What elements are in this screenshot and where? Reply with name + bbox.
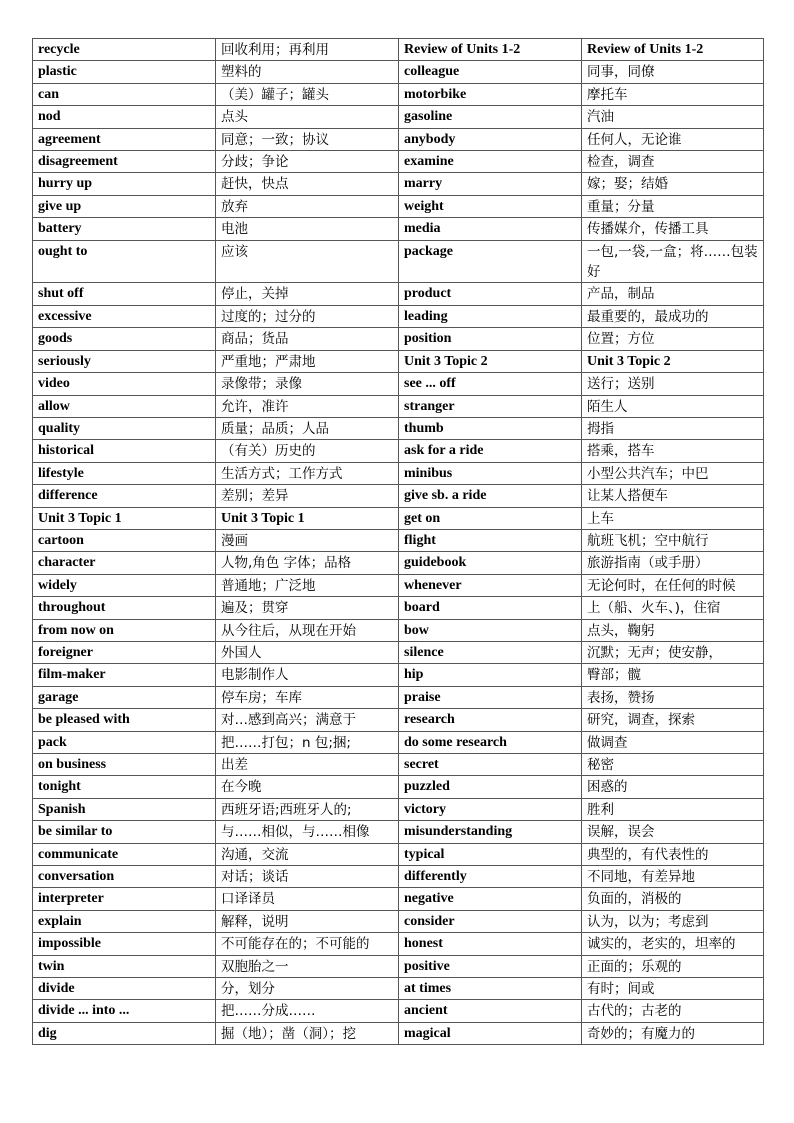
english-term-cell: hurry up — [33, 173, 216, 195]
english-term-cell: excessive — [33, 305, 216, 327]
chinese-meaning-cell: 不可能存在的；不可能的 — [216, 933, 399, 955]
chinese-meaning-cell: 西班牙语;西班牙人的; — [216, 798, 399, 820]
chinese-meaning-cell: 诚实的，老实的，坦率的 — [582, 933, 764, 955]
section-heading-cell: Unit 3 Topic 1 — [33, 507, 216, 529]
table-row — [33, 821, 764, 843]
table-row — [33, 83, 764, 105]
english-term-cell: secret — [399, 754, 582, 776]
english-term-cell: pack — [33, 731, 216, 753]
table-row — [33, 866, 764, 888]
english-term-cell: recycle — [33, 39, 216, 61]
chinese-meaning-cell: 最重要的，最成功的 — [582, 305, 764, 327]
chinese-meaning-cell: 口译译员 — [216, 888, 399, 910]
vocabulary-table-body — [33, 39, 764, 1045]
chinese-meaning-cell: 分歧；争论 — [216, 151, 399, 173]
table-row — [33, 106, 764, 128]
english-term-cell: character — [33, 552, 216, 574]
chinese-meaning-cell: 普通地；广泛地 — [216, 574, 399, 596]
chinese-meaning-cell: 胜利 — [582, 798, 764, 820]
table-row — [33, 731, 764, 753]
table-row — [33, 283, 764, 305]
english-term-cell: praise — [399, 686, 582, 708]
chinese-meaning-cell: 嫁；娶；结婚 — [582, 173, 764, 195]
chinese-meaning-cell: 位置；方位 — [582, 328, 764, 350]
english-term-cell: divide — [33, 978, 216, 1000]
chinese-meaning-cell: 陌生人 — [582, 395, 764, 417]
chinese-meaning-cell: 表扬，赞扬 — [582, 686, 764, 708]
chinese-meaning-cell: 质量；品质；人品 — [216, 417, 399, 439]
english-term-cell: ask for a ride — [399, 440, 582, 462]
chinese-meaning-cell: 奇妙的；有魔力的 — [582, 1022, 764, 1044]
chinese-meaning-cell: 漫画 — [216, 529, 399, 551]
english-term-cell: garage — [33, 686, 216, 708]
chinese-meaning-cell: 差别；差异 — [216, 485, 399, 507]
english-term-cell: product — [399, 283, 582, 305]
english-term-cell: see ... off — [399, 373, 582, 395]
chinese-meaning-cell: 小型公共汽车；中巴 — [582, 462, 764, 484]
english-term-cell: ancient — [399, 1000, 582, 1022]
table-row — [33, 373, 764, 395]
english-term-cell: at times — [399, 978, 582, 1000]
section-heading-cell: Unit 3 Topic 1 — [216, 507, 399, 529]
chinese-meaning-cell: 停车房；车库 — [216, 686, 399, 708]
table-row — [33, 552, 764, 574]
table-row — [33, 417, 764, 439]
table-row — [33, 664, 764, 686]
english-term-cell: stranger — [399, 395, 582, 417]
chinese-meaning-cell: 掘（地）；凿（洞）；挖 — [216, 1022, 399, 1044]
table-row — [33, 440, 764, 462]
english-term-cell: can — [33, 83, 216, 105]
english-term-cell: media — [399, 218, 582, 240]
chinese-meaning-cell: 录像带；录像 — [216, 373, 399, 395]
section-heading-cell: Unit 3 Topic 2 — [582, 350, 764, 372]
chinese-meaning-cell: 航班飞机；空中航行 — [582, 529, 764, 551]
chinese-meaning-cell: 把……打包；n 包;捆; — [216, 731, 399, 753]
english-term-cell: differently — [399, 866, 582, 888]
english-term-cell: give up — [33, 195, 216, 217]
chinese-meaning-cell: 与……相似，与……相像 — [216, 821, 399, 843]
table-row — [33, 462, 764, 484]
english-term-cell: weight — [399, 195, 582, 217]
english-term-cell: widely — [33, 574, 216, 596]
chinese-meaning-cell: 让某人搭便车 — [582, 485, 764, 507]
table-row — [33, 709, 764, 731]
chinese-meaning-cell: 允许，准许 — [216, 395, 399, 417]
chinese-meaning-cell: 对话；谈话 — [216, 866, 399, 888]
chinese-meaning-cell: 从今往后，从现在开始 — [216, 619, 399, 641]
chinese-meaning-cell: 遍及；贯穿 — [216, 597, 399, 619]
table-row — [33, 240, 764, 283]
chinese-meaning-cell: 典型的，有代表性的 — [582, 843, 764, 865]
chinese-meaning-cell: 把……分成…… — [216, 1000, 399, 1022]
english-term-cell: consider — [399, 910, 582, 932]
english-term-cell: misunderstanding — [399, 821, 582, 843]
chinese-meaning-cell: 分，划分 — [216, 978, 399, 1000]
english-term-cell: gasoline — [399, 106, 582, 128]
english-term-cell: whenever — [399, 574, 582, 596]
english-term-cell: negative — [399, 888, 582, 910]
table-row — [33, 574, 764, 596]
english-term-cell: twin — [33, 955, 216, 977]
chinese-meaning-cell: 旅游指南（或手册） — [582, 552, 764, 574]
english-term-cell: lifestyle — [33, 462, 216, 484]
english-term-cell: silence — [399, 641, 582, 663]
chinese-meaning-cell: 有时；间或 — [582, 978, 764, 1000]
english-term-cell: package — [399, 240, 582, 283]
table-row — [33, 933, 764, 955]
chinese-meaning-cell: 过度的；过分的 — [216, 305, 399, 327]
chinese-meaning-cell: 拇指 — [582, 417, 764, 439]
chinese-meaning-cell: 对…感到高兴；满意于 — [216, 709, 399, 731]
english-term-cell: colleague — [399, 61, 582, 83]
english-term-cell: battery — [33, 218, 216, 240]
chinese-meaning-cell: 同意；一致；协议 — [216, 128, 399, 150]
chinese-meaning-cell: 赶快，快点 — [216, 173, 399, 195]
chinese-meaning-cell: 双胞胎之一 — [216, 955, 399, 977]
chinese-meaning-cell: 搭乘，搭车 — [582, 440, 764, 462]
chinese-meaning-cell: 不同地，有差异地 — [582, 866, 764, 888]
section-heading-cell: Unit 3 Topic 2 — [399, 350, 582, 372]
english-term-cell: plastic — [33, 61, 216, 83]
english-term-cell: quality — [33, 417, 216, 439]
section-heading-cell: Review of Units 1-2 — [399, 39, 582, 61]
chinese-meaning-cell: 电影制作人 — [216, 664, 399, 686]
english-term-cell: disagreement — [33, 151, 216, 173]
chinese-meaning-cell: 塑料的 — [216, 61, 399, 83]
english-term-cell: board — [399, 597, 582, 619]
chinese-meaning-cell: 认为，以为；考虑到 — [582, 910, 764, 932]
table-row — [33, 888, 764, 910]
chinese-meaning-cell: 放弃 — [216, 195, 399, 217]
table-row — [33, 485, 764, 507]
chinese-meaning-cell: （美）罐子；罐头 — [216, 83, 399, 105]
chinese-meaning-cell: 古代的；古老的 — [582, 1000, 764, 1022]
table-row — [33, 529, 764, 551]
english-term-cell: be similar to — [33, 821, 216, 843]
table-row — [33, 328, 764, 350]
table-row — [33, 776, 764, 798]
english-term-cell: explain — [33, 910, 216, 932]
english-term-cell: foreigner — [33, 641, 216, 663]
table-row — [33, 641, 764, 663]
table-row — [33, 619, 764, 641]
chinese-meaning-cell: 在今晚 — [216, 776, 399, 798]
chinese-meaning-cell: 一包,一袋,一盒；将……包装好 — [582, 240, 764, 283]
table-row — [33, 195, 764, 217]
english-term-cell: position — [399, 328, 582, 350]
english-term-cell: impossible — [33, 933, 216, 955]
chinese-meaning-cell: 严重地；严肃地 — [216, 350, 399, 372]
chinese-meaning-cell: 点头，鞠躬 — [582, 619, 764, 641]
english-term-cell: motorbike — [399, 83, 582, 105]
english-term-cell: divide ... into ... — [33, 1000, 216, 1022]
table-row — [33, 910, 764, 932]
english-term-cell: agreement — [33, 128, 216, 150]
section-heading-cell: Review of Units 1-2 — [582, 39, 764, 61]
table-row — [33, 978, 764, 1000]
chinese-meaning-cell: 应该 — [216, 240, 399, 283]
chinese-meaning-cell: 解释，说明 — [216, 910, 399, 932]
english-term-cell: Spanish — [33, 798, 216, 820]
english-term-cell: nod — [33, 106, 216, 128]
table-row — [33, 798, 764, 820]
english-term-cell: guidebook — [399, 552, 582, 574]
english-term-cell: typical — [399, 843, 582, 865]
chinese-meaning-cell: 秘密 — [582, 754, 764, 776]
table-row — [33, 843, 764, 865]
table-row — [33, 350, 764, 372]
english-term-cell: cartoon — [33, 529, 216, 551]
english-term-cell: be pleased with — [33, 709, 216, 731]
english-term-cell: do some research — [399, 731, 582, 753]
english-term-cell: dig — [33, 1022, 216, 1044]
chinese-meaning-cell: 电池 — [216, 218, 399, 240]
table-row — [33, 128, 764, 150]
chinese-meaning-cell: 点头 — [216, 106, 399, 128]
english-term-cell: victory — [399, 798, 582, 820]
chinese-meaning-cell: 做调查 — [582, 731, 764, 753]
english-term-cell: get on — [399, 507, 582, 529]
english-term-cell: honest — [399, 933, 582, 955]
english-term-cell: throughout — [33, 597, 216, 619]
chinese-meaning-cell: 正面的；乐观的 — [582, 955, 764, 977]
english-term-cell: historical — [33, 440, 216, 462]
chinese-meaning-cell: 负面的，消极的 — [582, 888, 764, 910]
english-term-cell: give sb. a ride — [399, 485, 582, 507]
table-row — [33, 754, 764, 776]
chinese-meaning-cell: 同事，同僚 — [582, 61, 764, 83]
chinese-meaning-cell: 汽油 — [582, 106, 764, 128]
english-term-cell: video — [33, 373, 216, 395]
english-term-cell: magical — [399, 1022, 582, 1044]
english-term-cell: from now on — [33, 619, 216, 641]
english-term-cell: goods — [33, 328, 216, 350]
chinese-meaning-cell: 臀部；髋 — [582, 664, 764, 686]
english-term-cell: shut off — [33, 283, 216, 305]
table-row — [33, 1022, 764, 1044]
english-term-cell: tonight — [33, 776, 216, 798]
table-row — [33, 61, 764, 83]
chinese-meaning-cell: 研究，调查，探索 — [582, 709, 764, 731]
chinese-meaning-cell: 传播媒介，传播工具 — [582, 218, 764, 240]
table-row — [33, 597, 764, 619]
english-term-cell: interpreter — [33, 888, 216, 910]
table-row — [33, 305, 764, 327]
chinese-meaning-cell: 摩托车 — [582, 83, 764, 105]
english-term-cell: hip — [399, 664, 582, 686]
chinese-meaning-cell: 上车 — [582, 507, 764, 529]
english-term-cell: allow — [33, 395, 216, 417]
chinese-meaning-cell: 上（船、火车、)，住宿 — [582, 597, 764, 619]
chinese-meaning-cell: 产品，制品 — [582, 283, 764, 305]
chinese-meaning-cell: 商品；货品 — [216, 328, 399, 350]
table-row — [33, 955, 764, 977]
english-term-cell: minibus — [399, 462, 582, 484]
english-term-cell: thumb — [399, 417, 582, 439]
chinese-meaning-cell: 外国人 — [216, 641, 399, 663]
table-row — [33, 173, 764, 195]
english-term-cell: bow — [399, 619, 582, 641]
table-row — [33, 686, 764, 708]
chinese-meaning-cell: 人物,角色 字体；品格 — [216, 552, 399, 574]
english-term-cell: film-maker — [33, 664, 216, 686]
chinese-meaning-cell: 误解，误会 — [582, 821, 764, 843]
english-term-cell: on business — [33, 754, 216, 776]
chinese-meaning-cell: 沉默；无声；使安静， — [582, 641, 764, 663]
english-term-cell: flight — [399, 529, 582, 551]
chinese-meaning-cell: 停止，关掉 — [216, 283, 399, 305]
chinese-meaning-cell: 无论何时，在任何的时候 — [582, 574, 764, 596]
chinese-meaning-cell: 送行；送别 — [582, 373, 764, 395]
chinese-meaning-cell: 困惑的 — [582, 776, 764, 798]
english-term-cell: puzzled — [399, 776, 582, 798]
english-term-cell: seriously — [33, 350, 216, 372]
table-row — [33, 507, 764, 529]
chinese-meaning-cell: 任何人，无论谁 — [582, 128, 764, 150]
table-row — [33, 151, 764, 173]
english-term-cell: conversation — [33, 866, 216, 888]
table-row — [33, 1000, 764, 1022]
vocabulary-table — [32, 38, 764, 1045]
chinese-meaning-cell: 检查，调查 — [582, 151, 764, 173]
table-row — [33, 39, 764, 61]
english-term-cell: marry — [399, 173, 582, 195]
english-term-cell: ought to — [33, 240, 216, 283]
english-term-cell: examine — [399, 151, 582, 173]
chinese-meaning-cell: 沟通，交流 — [216, 843, 399, 865]
english-term-cell: communicate — [33, 843, 216, 865]
table-row — [33, 395, 764, 417]
english-term-cell: leading — [399, 305, 582, 327]
chinese-meaning-cell: 重量；分量 — [582, 195, 764, 217]
english-term-cell: difference — [33, 485, 216, 507]
english-term-cell: positive — [399, 955, 582, 977]
chinese-meaning-cell: （有关）历史的 — [216, 440, 399, 462]
english-term-cell: research — [399, 709, 582, 731]
english-term-cell: anybody — [399, 128, 582, 150]
chinese-meaning-cell: 出差 — [216, 754, 399, 776]
chinese-meaning-cell: 生活方式；工作方式 — [216, 462, 399, 484]
chinese-meaning-cell: 回收利用；再利用 — [216, 39, 399, 61]
table-row — [33, 218, 764, 240]
